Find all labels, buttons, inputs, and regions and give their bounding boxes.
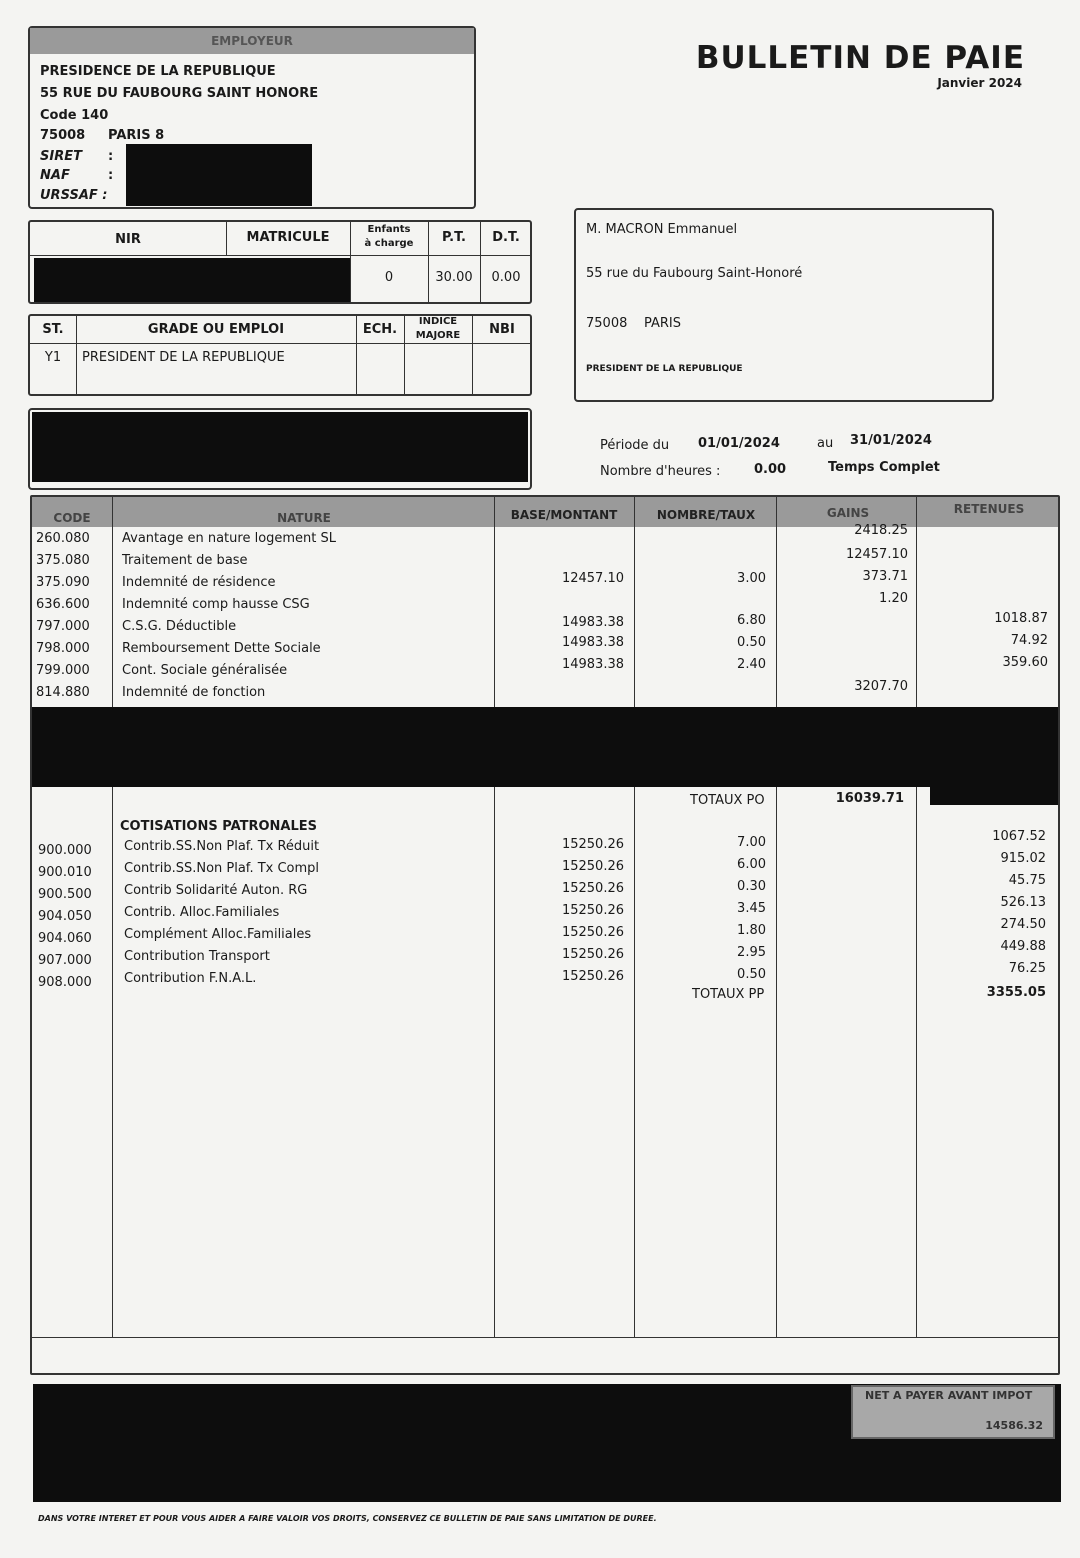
st-header: ST. — [42, 322, 64, 337]
line-base: 15250.26 — [561, 925, 624, 940]
line-nature: Contrib Solidarité Auton. RG — [124, 883, 308, 898]
naf-colon: : — [108, 168, 114, 183]
employer-box — [28, 26, 476, 209]
line-retenues: 449.88 — [1000, 939, 1046, 954]
line-base: 14983.38 — [561, 615, 624, 630]
line-code: 904.060 — [38, 931, 92, 946]
redacted-lines — [32, 707, 1058, 787]
gains-header: GAINS — [826, 506, 870, 520]
line-taux: 0.50 — [737, 635, 766, 650]
naf-label: NAF — [40, 168, 70, 183]
table-row — [32, 611, 1058, 641]
line-gains: 2418.25 — [854, 523, 908, 538]
period-to: 31/01/2024 — [850, 433, 932, 448]
matricule-header: MATRICULE — [246, 230, 330, 245]
redacted-bank — [32, 412, 528, 482]
line-nature: Avantage en nature logement SL — [122, 531, 337, 546]
line-taux: 2.95 — [737, 945, 766, 960]
line-code: 798.000 — [36, 641, 90, 656]
line-retenues: 915.02 — [1000, 851, 1046, 866]
line-base: 14983.38 — [561, 657, 624, 672]
line-code: 799.000 — [36, 663, 90, 678]
line-code: 375.090 — [36, 575, 90, 590]
line-retenues: 1067.52 — [992, 829, 1046, 844]
employer-name: PRESIDENCE DE LA REPUBLIQUE — [40, 64, 276, 79]
totals-pp-label: TOTAUX PP — [692, 987, 765, 1002]
siret-colon: : — [108, 149, 114, 164]
line-base: 15250.26 — [561, 837, 624, 852]
line-retenues: 274.50 — [1000, 917, 1046, 932]
line-taux: 3.45 — [737, 901, 766, 916]
indice-header: INDICE — [418, 316, 458, 327]
line-gains: 3207.70 — [854, 679, 908, 694]
redacted-ids — [126, 144, 312, 206]
grade-table — [28, 314, 532, 396]
line-code: 636.600 — [36, 597, 90, 612]
line-nature: C.S.G. Déductible — [122, 619, 237, 634]
line-taux: 6.00 — [737, 857, 766, 872]
line-retenues: 526.13 — [1000, 895, 1046, 910]
redacted-totals-retenues — [930, 783, 1058, 805]
line-gains: 373.71 — [862, 569, 908, 584]
line-gains: 1.20 — [879, 591, 908, 606]
line-nature: Complément Alloc.Familiales — [124, 927, 312, 942]
grade-header: GRADE OU EMPLOI — [147, 322, 285, 337]
dt-header: D.T. — [492, 230, 520, 245]
employee-postal: 75008 — [586, 316, 628, 331]
line-base: 12457.10 — [561, 571, 624, 586]
base-header: BASE/MONTANT — [510, 508, 618, 522]
redacted-bank-box — [28, 408, 532, 490]
id-table — [28, 220, 532, 304]
line-nature: Cont. Sociale généralisée — [122, 663, 288, 678]
line-code: 908.000 — [38, 975, 92, 990]
line-code: 260.080 — [36, 531, 90, 546]
dt-value: 0.00 — [491, 270, 521, 285]
totals-po-label: TOTAUX PO — [690, 793, 765, 808]
st-value: Y1 — [44, 350, 62, 365]
line-retenues: 76.25 — [1008, 961, 1046, 976]
table-row — [32, 961, 1058, 997]
line-code: 900.000 — [38, 843, 92, 858]
line-nature: Indemnité de fonction — [122, 685, 266, 700]
line-taux: 3.00 — [737, 571, 766, 586]
line-nature: Contrib.SS.Non Plaf. Tx Réduit — [124, 839, 320, 854]
line-retenues: 1018.87 — [994, 611, 1048, 626]
employer-header: EMPLOYEUR — [30, 28, 474, 54]
taux-header: NOMBRE/TAUX — [656, 508, 756, 522]
line-nature: Remboursement Dette Sociale — [122, 641, 321, 656]
hours-label: Nombre d'heures : — [600, 464, 721, 479]
ech-header: ECH. — [362, 322, 398, 337]
line-code: 797.000 — [36, 619, 90, 634]
employer-address: 55 RUE DU FAUBOURG SAINT HONORE — [40, 86, 319, 101]
line-nature: Indemnité de résidence — [122, 575, 276, 590]
line-base: 15250.26 — [561, 947, 624, 962]
employer-code: Code 140 — [40, 108, 109, 123]
employer-city: PARIS 8 — [108, 128, 165, 143]
line-code: 907.000 — [38, 953, 92, 968]
line-nature: Contribution F.N.A.L. — [124, 971, 257, 986]
schedule: Temps Complet — [828, 460, 940, 475]
table-row — [32, 679, 1058, 707]
line-nature: Contrib.SS.Non Plaf. Tx Compl — [124, 861, 320, 876]
line-base: 15250.26 — [561, 881, 624, 896]
nature-header: NATURE — [277, 511, 331, 525]
employee-name: M. MACRON Emmanuel — [586, 222, 738, 237]
grade-value: PRESIDENT DE LA REPUBLIQUE — [82, 350, 285, 365]
line-taux: 0.50 — [737, 967, 766, 982]
line-retenues: 359.60 — [1002, 655, 1048, 670]
indice-header-2: MAJORE — [415, 330, 461, 341]
period-to-label: au — [817, 436, 834, 451]
document-month: Janvier 2024 — [937, 76, 1022, 90]
line-code: 904.050 — [38, 909, 92, 924]
line-taux: 1.80 — [737, 923, 766, 938]
line-taux: 2.40 — [737, 657, 766, 672]
children-header: Enfants — [367, 224, 411, 235]
children-value: 0 — [384, 270, 394, 285]
salary-lines — [32, 523, 1058, 717]
net-pay-box — [851, 1385, 1055, 1439]
period-from: 01/01/2024 — [698, 436, 780, 451]
pt-value: 30.00 — [435, 270, 473, 285]
employer-contrib-section: COTISATIONS PATRONALES — [120, 819, 318, 834]
line-nature: Contrib. Alloc.Familiales — [124, 905, 280, 920]
hours-value: 0.00 — [754, 462, 787, 477]
line-retenues: 74.92 — [1010, 633, 1048, 648]
line-base: 15250.26 — [561, 903, 624, 918]
employer-lines — [32, 829, 1058, 1003]
children-header-2: à charge — [364, 238, 414, 249]
line-base: 14983.38 — [561, 635, 624, 650]
totals-po-value: 16039.71 — [835, 791, 904, 806]
line-base: 15250.26 — [561, 859, 624, 874]
line-nature: Traitement de base — [122, 553, 248, 568]
pt-header: P.T. — [442, 230, 466, 245]
employee-title: PRESIDENT DE LA REPUBLIQUE — [586, 364, 743, 374]
totals-pp-value: 3355.05 — [986, 985, 1046, 1000]
net-pay-value: 14586.32 — [985, 1419, 1043, 1432]
table-row — [32, 633, 1058, 663]
footer-notice: DANS VOTRE INTERET ET POUR VOUS AIDER A FAIRE VALOIR VOS DROITS, CONSERVEZ CE BULLETIN DE PAIE SANS LIMITATION DE DUREE. — [38, 1514, 657, 1523]
code-header: CODE — [53, 511, 91, 525]
line-nature: Contribution Transport — [124, 949, 270, 964]
line-gains: 12457.10 — [845, 547, 908, 562]
employer-postal: 75008 — [40, 128, 86, 143]
line-code: 814.880 — [36, 685, 90, 700]
line-code: 900.010 — [38, 865, 92, 880]
period-label: Période du — [600, 438, 670, 453]
document-title: BULLETIN DE PAIE — [695, 40, 1025, 76]
redacted-nir — [34, 258, 350, 302]
employee-box — [574, 208, 994, 402]
line-retenues: 45.75 — [1008, 873, 1046, 888]
urssaf-label: URSSAF : — [40, 188, 108, 203]
line-code: 900.500 — [38, 887, 92, 902]
table-row — [32, 591, 1058, 619]
employee-city: PARIS — [644, 316, 682, 331]
employee-address: 55 rue du Faubourg Saint-Honoré — [586, 266, 803, 281]
line-code: 375.080 — [36, 553, 90, 568]
siret-label: SIRET — [40, 149, 82, 164]
line-base: 15250.26 — [561, 969, 624, 984]
net-pay-label: NET A PAYER AVANT IMPOT — [865, 1389, 1033, 1402]
retenues-header: RETENUES — [953, 502, 1025, 516]
nbi-header: NBI — [489, 322, 515, 337]
main-table — [30, 495, 1060, 1375]
line-taux: 7.00 — [737, 835, 766, 850]
line-nature: Indemnité comp hausse CSG — [122, 597, 310, 612]
nir-header: NIR — [115, 232, 141, 247]
line-taux: 6.80 — [737, 613, 766, 628]
line-taux: 0.30 — [737, 879, 766, 894]
